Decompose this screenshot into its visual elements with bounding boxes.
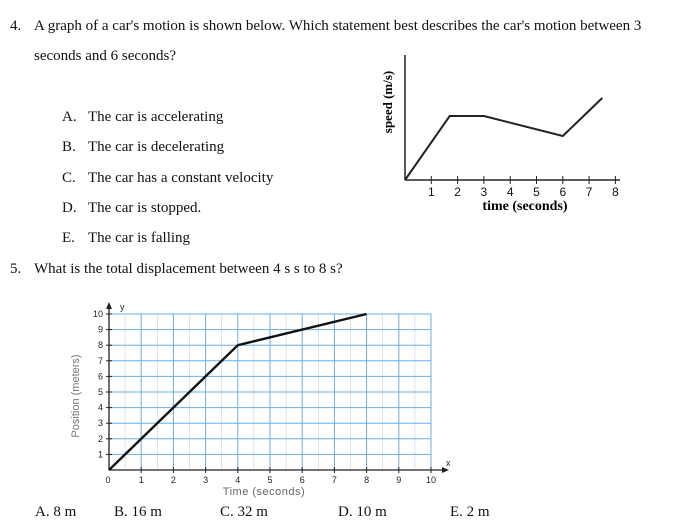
chart2-x-tick-label: 10 [425,475,437,485]
chart2-x-label: Time (seconds) [222,486,306,498]
speed-time-chart [370,50,630,220]
q5-option-d[interactable]: D. 10 m [338,504,387,520]
chart2-y-tick-label: 9 [97,324,103,335]
chart1-x-tick-label: 7 [585,185,593,199]
chart2-y-tick-label: 5 [97,387,103,397]
q4-option-e[interactable] [62,230,190,247]
chart2-x-tick-label: 8 [364,475,370,485]
chart2-x-tick-label: 9 [396,475,402,485]
chart2-x-tick-label: 2 [170,475,176,485]
chart2-y-tick-label: 6 [97,371,103,382]
chart2-y-tick-label: 2 [97,433,103,444]
chart2-x-tick-label: 0 [105,475,111,485]
q4-option-letter: E. [62,230,75,246]
question4-number: 4. [10,18,22,34]
chart2-x-axis-letter: x [446,458,451,468]
q4-option-letter: B. [62,139,76,155]
chart2-x-tick-label: 4 [235,475,241,485]
chart2-y-tick-label: 8 [97,340,103,351]
q4-option-text: The car is falling [88,230,191,246]
q5-option-e[interactable]: E. 2 m [450,504,490,520]
question5-text: What is the total displacement between 4 s s to 8 s? [34,261,343,277]
chart2-y-tick-label: 10 [92,309,103,319]
chart2-x-tick-label: 3 [203,475,209,485]
chart1-x-tick-label: 1 [427,185,435,199]
chart2-x-tick-label: 1 [138,475,144,485]
q4-option-letter: D. [62,200,77,216]
chart1-series [405,98,602,180]
chart2-y-tick-label: 3 [97,418,103,429]
q4-option-letter: C. [62,170,76,186]
chart1-x-label: time (seconds) [482,199,568,214]
q4-option-d[interactable] [62,200,201,217]
chart1-series-line [405,98,602,180]
question4-text-line1: A graph of a car's motion is shown below. Which statement best describes the car's motion between 3 [34,18,642,34]
q5-option-c[interactable]: C. 32 m [220,504,268,520]
chart1-axes [405,55,620,180]
q4-option-b[interactable] [62,139,224,156]
q4-option-letter: A. [62,109,77,125]
chart1-x-tick-label: 3 [480,185,488,199]
chart2-y-tick-label: 7 [97,355,103,366]
question4-text-line2: seconds and 6 seconds? [34,48,177,64]
chart1-x-tick-label: 2 [454,185,461,199]
q4-option-text: The car is accelerating [88,109,224,125]
chart1-x-tick-label: 4 [506,185,514,199]
q4-option-text: The car has a constant velocity [88,170,274,186]
q5-option-a[interactable]: A. 8 m [35,504,77,520]
chart1-y-label: speed (m/s) [380,70,395,134]
chart2-y-tick-label: 4 [97,402,103,413]
chart2-x-tick-label: 7 [331,475,337,485]
chart1-x-tick-label: 8 [612,185,619,199]
chart1-x-tick-label: 5 [533,185,540,199]
q4-option-a[interactable] [62,109,223,126]
chart2-y-arrow [106,302,112,309]
chart2-y-tick-label: 1 [97,449,103,460]
chart2-x-tick-label: 5 [267,475,273,485]
chart2-y-label: Position (meters) [70,354,82,438]
q4-option-text: The car is decelerating [88,139,225,155]
question5-number: 5. [10,261,22,277]
q4-option-text: The car is stopped. [88,200,202,216]
chart1-x-tick-label: 6 [559,185,567,199]
chart2-x-tick-label: 6 [299,475,305,485]
position-time-chart [60,298,460,503]
chart2-y-axis-letter: y [120,302,125,312]
q5-option-b[interactable]: B. 16 m [114,504,162,520]
q4-option-c[interactable] [62,170,273,187]
